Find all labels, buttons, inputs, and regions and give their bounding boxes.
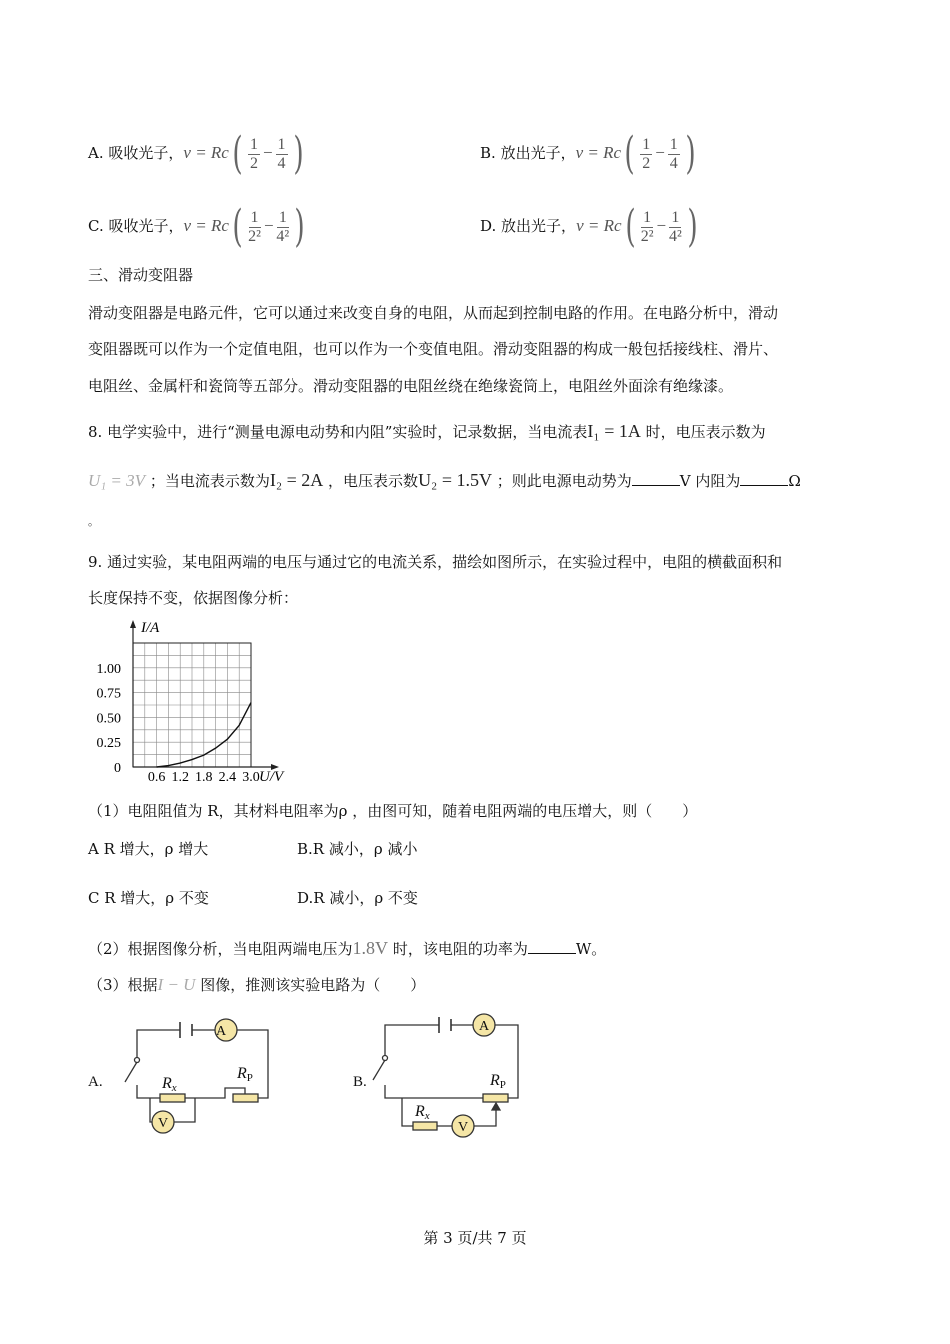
voltmeter-label: V xyxy=(157,1116,169,1131)
y-tick-label: 0 xyxy=(114,761,121,776)
q9-text: （3）根据 xyxy=(88,976,158,994)
minus: − xyxy=(262,216,275,235)
option-label: A. xyxy=(88,144,104,162)
option-text: 放出光子， xyxy=(500,144,576,162)
num: 1 xyxy=(277,135,286,153)
formula-i2: I₂ = 2A xyxy=(269,470,324,490)
switch-icon xyxy=(125,1062,137,1082)
option-label: C. xyxy=(88,217,104,235)
option-label: B. xyxy=(480,144,496,162)
option-d[interactable]: D. 放出光子，v = Rc( $\frac{1}{\text{2²}}$ − $\frac{1}{\text{4²}}$ ) xyxy=(480,201,698,252)
x-tick-label: 1.2 xyxy=(171,770,189,785)
voltmeter-label: V xyxy=(457,1120,469,1135)
q9-option-a[interactable]: A R 增大，ρ 增大 xyxy=(88,840,209,858)
q9-option-c[interactable]: C R 增大，ρ 不变 xyxy=(88,889,209,907)
option-b[interactable]: B. 放出光子，v = Rc( $\frac{1}{2}$ − $\frac{1}{4}$ ) xyxy=(480,128,696,179)
formula: v = Rc xyxy=(183,216,229,235)
y-axis-arrow xyxy=(130,620,136,628)
rheostat-rp xyxy=(233,1094,258,1102)
q9-part1: （1）电阻阻值为 R，其材料电阻率为ρ ，由图可知，随着电阻两端的电压增大，则（ ） xyxy=(88,802,698,820)
q8-text: ，电压表示数 xyxy=(328,472,419,490)
formula: v = Rc xyxy=(575,143,622,162)
num: 1 xyxy=(278,208,287,226)
num: 1 xyxy=(642,135,651,153)
x-tick-label: 2.4 xyxy=(218,770,237,785)
x-tick-label: 3.0 xyxy=(242,770,260,785)
q9-line1: 9. 通过实验，某电阻两端的电压与通过它的电流关系，描绘如图所示，在实验过程中，电阻的横截面积和 xyxy=(88,553,783,571)
paragraph-line: 滑动变阻器是电路元件，它可以通过来改变自身的电阻，从而起到控制电路的作用。在电路分析中，滑动 xyxy=(88,304,779,322)
formula-u2: U₂ = 1.5V xyxy=(418,470,492,490)
q9-text: W。 xyxy=(575,940,607,958)
circuit-label: A. xyxy=(88,1074,103,1090)
den: 4 xyxy=(669,154,678,172)
q9-text: 时，该电阻的功率为 xyxy=(388,940,528,958)
q9-option-b[interactable]: B.R 减小，ρ 减小 xyxy=(297,840,418,858)
minus: − xyxy=(655,216,667,235)
formula: v = Rc xyxy=(183,143,229,162)
q8-line2 xyxy=(88,470,801,491)
iu-graph xyxy=(80,612,320,792)
ammeter-label: A xyxy=(215,1024,227,1039)
formula-u1: U₁ = 3V xyxy=(88,471,146,490)
x-axis-label: U/V xyxy=(259,769,284,785)
rx-label: Rx xyxy=(415,1103,430,1122)
minus: − xyxy=(262,143,274,162)
q8-line1 xyxy=(88,421,766,442)
formula-iu: I − U xyxy=(157,975,196,994)
q8-text: ；当电流表示数为 xyxy=(149,472,270,490)
circuit-label: B. xyxy=(353,1074,367,1090)
x-tick-label: 0.6 xyxy=(147,770,166,785)
option-c[interactable]: C. 吸收光子，v = Rc( $\frac{1}{\text{2²}}$ − $\frac{1}{\text{4²}}$ ) xyxy=(88,201,305,252)
num: 1 xyxy=(671,208,680,226)
num: 1 xyxy=(250,135,259,153)
answer-blank[interactable] xyxy=(740,471,788,486)
rheostat-rp xyxy=(483,1094,508,1102)
q8-end: 。 xyxy=(88,515,99,528)
section-title: 三、滑动变阻器 xyxy=(88,266,194,284)
option-label: D. xyxy=(480,217,497,235)
paragraph-line: 电阻丝、金属杆和瓷筒等五部分。滑动变阻器的电阻丝绕在绝缘瓷筒上，电阻丝外面涂有绝缘漆。 xyxy=(88,377,734,395)
den: 2 xyxy=(642,154,651,172)
battery-icon xyxy=(439,1017,451,1033)
y-tick-label: 0.75 xyxy=(96,686,121,702)
q8-text: ；则此电源电动势为 xyxy=(496,472,632,490)
q8-text: V 内阻为 xyxy=(679,472,741,490)
x-tick-label: 1.8 xyxy=(195,770,213,785)
answer-blank[interactable] xyxy=(632,471,680,486)
ohm-unit: Ω xyxy=(788,472,801,490)
den: 2² xyxy=(248,227,261,245)
formula: v = Rc xyxy=(576,216,622,235)
q9-text: （2）根据图像分析，当电阻两端电压为 xyxy=(88,940,353,958)
y-tick-label: 0.50 xyxy=(96,711,121,727)
y-tick-label: 1.00 xyxy=(96,661,121,677)
formula-i1: I₁ = 1A xyxy=(587,421,641,441)
option-text: 放出光子， xyxy=(501,217,577,235)
switch-icon xyxy=(373,1060,385,1080)
circuit-diagrams xyxy=(80,1010,550,1150)
den: 4² xyxy=(668,227,682,245)
q9-line2: 长度保持不变，依据图像分析： xyxy=(88,589,299,607)
battery-icon xyxy=(180,1022,192,1038)
q9-option-d[interactable]: D.R 减小，ρ 不变 xyxy=(297,889,418,907)
option-text: 吸收光子， xyxy=(108,144,184,162)
q9-part3 xyxy=(88,975,425,995)
rx-label: Rx xyxy=(162,1075,177,1094)
page-footer: 第 3 页/共 7 页 xyxy=(423,1229,527,1247)
paragraph-line: 变阻器既可以作为一个定值电阻，也可以作为一个变值电阻。滑动变阻器的构成一般包括接线柱、滑片、 xyxy=(88,340,779,358)
formula-voltage: 1.8V xyxy=(352,938,389,958)
option-text: 吸收光子， xyxy=(108,217,184,235)
option-a[interactable]: A. 吸收光子，v = Rc( $\frac{1}{2}$ − $\frac{1}{4}$ ) xyxy=(88,128,304,179)
resistor-rx xyxy=(160,1094,185,1102)
answer-blank[interactable] xyxy=(528,939,576,954)
den: 2 xyxy=(250,154,259,172)
q9-part2 xyxy=(88,938,606,959)
q9-text: 图像，推测该实验电路为（ ） xyxy=(195,976,426,994)
y-axis-label: I/A xyxy=(141,620,160,636)
q8-text: 8. 电学实验中，进行“测量电源电动势和内阻”实验时，记录数据，当电流表 xyxy=(88,423,588,441)
den: 2² xyxy=(640,227,654,245)
den: 4 xyxy=(277,154,286,172)
den: 4² xyxy=(276,227,290,245)
resistor-rx xyxy=(413,1122,437,1130)
num: 1 xyxy=(669,135,678,153)
q8-text: 时，电压表示数为 xyxy=(645,423,766,441)
minus: − xyxy=(654,143,666,162)
num: 1 xyxy=(250,208,259,226)
ammeter-label: A xyxy=(478,1019,490,1034)
rp-label: RP xyxy=(237,1065,253,1084)
rp-label: RP xyxy=(490,1072,506,1091)
y-tick-label: 0.25 xyxy=(96,736,121,752)
num: 1 xyxy=(643,208,652,226)
